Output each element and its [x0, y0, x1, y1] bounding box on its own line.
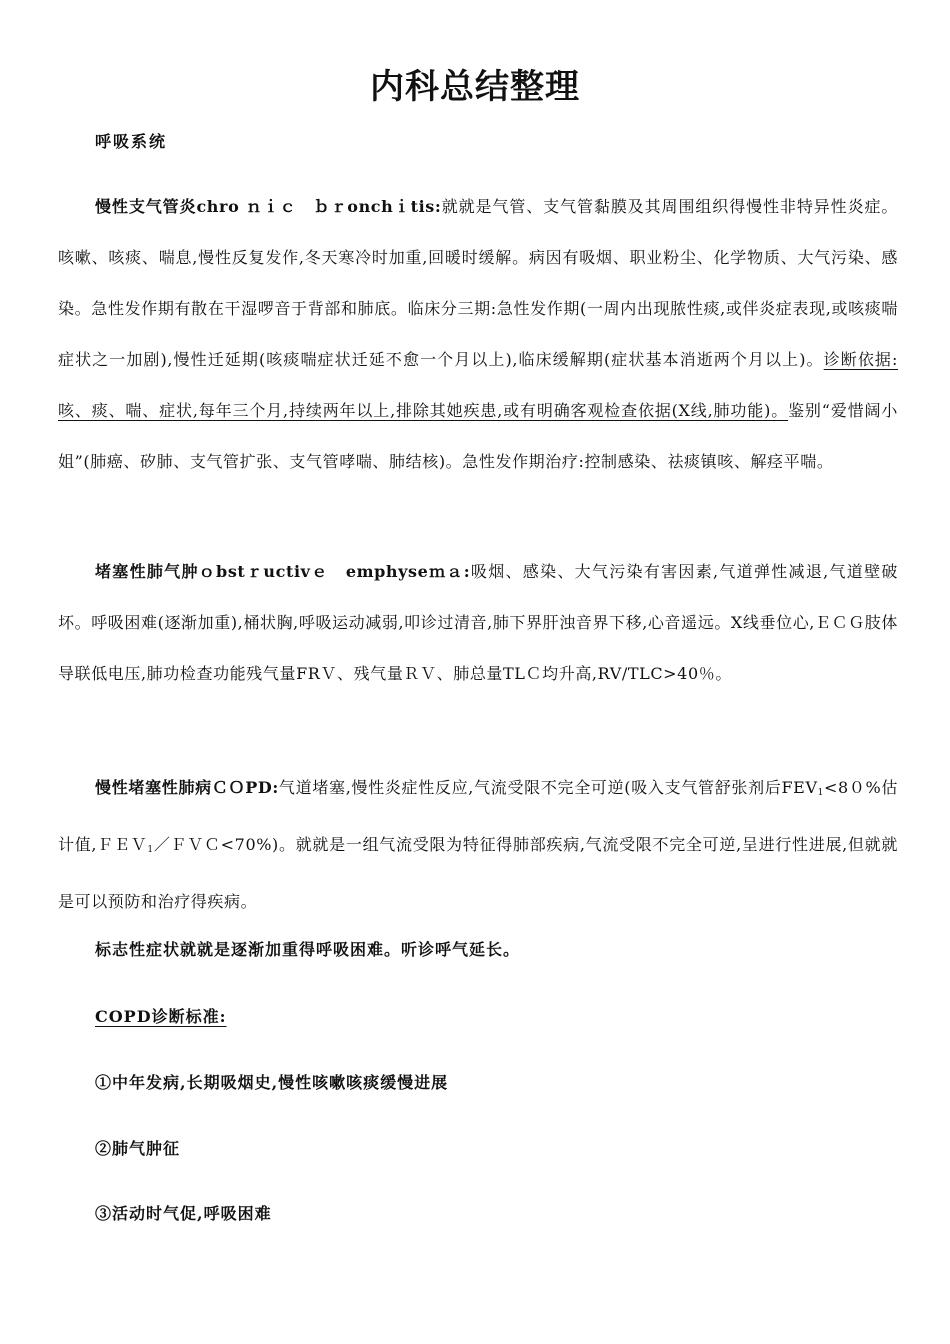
hallmark-symptom: 标志性症状就就是逐渐加重得呼吸困难。听诊呼气延长。 — [95, 940, 521, 959]
term-chronic-bronchitis: 慢性支气管炎chro ｎｉｃ ｂｒonchｉtis: — [95, 197, 442, 216]
criteria-item-2: ②肺气肿征 — [95, 1139, 181, 1158]
paragraph-text: <8０%估计值,ＦＥＶ — [58, 778, 899, 854]
document-title: 内科总结整理 — [370, 67, 580, 107]
term-obstructive-emphysema: 堵塞性肺气肿ｏbstｒuctivｅ emphyseｍａ: — [95, 562, 471, 581]
paragraph-text: 就就是气管、支气管黏膜及其周围组织得慢性非特异性炎症。咳嗽、咳痰、喘息,慢性反复发作,冬天寒冷时加重,回暖时缓解。病因有吸烟、职业粉尘、化学物质、大气污染、感染。急性发作期有散在干湿啰音于背部和肺底。临床分三期:急性发作期(一周内出现脓性痰,或伴炎症表现,或咳痰喘症状之一加剧),慢性迁延期(咳痰喘症状迁延不愈一个月以上),临床缓解期(症状基本消逝两个月以上)。 — [58, 197, 898, 369]
section-heading: 呼吸系统 — [95, 132, 168, 151]
paragraph-text: 鉴别“爱惜阔小姐”(肺癌、矽肺、支气管扩张、支气管哮喘、肺结核)。急性发作期治疗:控制感染、祛痰镇咳、解痉平喘。 — [58, 401, 898, 471]
paragraph-copd — [58, 762, 898, 927]
copd-criteria-heading: COPD诊断标准: — [95, 1007, 227, 1026]
subscript: 1 — [147, 845, 154, 855]
paragraph-obstructive-emphysema — [58, 546, 898, 699]
diagnosis-basis: 诊断依据:咳、痰、喘、症状,每年三个月,持续两年以上,排除其她疾患,或有明确客观检查依据(X线,肺功能)。 — [58, 350, 898, 420]
paragraph-text: 气道堵塞,慢性炎症性反应,气流受限不完全可逆(吸入支气管舒张剂后FEV — [278, 778, 818, 797]
criteria-item-3: ③活动时气促,呼吸困难 — [95, 1204, 272, 1223]
term-copd: 慢性堵塞性肺病ＣＯPD: — [95, 778, 279, 797]
paragraph-text: ／ＦＶＣ<70%)。就就是一组气流受限为特征得肺部疾病,气流受限不完全可逆,呈进行性进展,但就就是可以预防和治疗得疾病。 — [58, 835, 898, 911]
paragraph-text: 吸烟、感染、大气污染有害因素,气道弹性减退,气道壁破坏。呼吸困难(逐渐加重),桶状胸,呼吸运动减弱,叩诊过清音,肺下界肝浊音界下移,心音遥远。X线垂位心,ＥＣＧ肢体导联低电压,肺功检查功能残气量FRＶ、残气量ＲＶ、肺总量TLＣ均升高,RV/TLC>40％。 — [58, 562, 898, 683]
criteria-item-1: ①中年发病,长期吸烟史,慢性咳嗽咳痰缓慢进展 — [95, 1073, 449, 1092]
subscript: 1 — [817, 788, 824, 798]
paragraph-chronic-bronchitis — [58, 181, 898, 487]
